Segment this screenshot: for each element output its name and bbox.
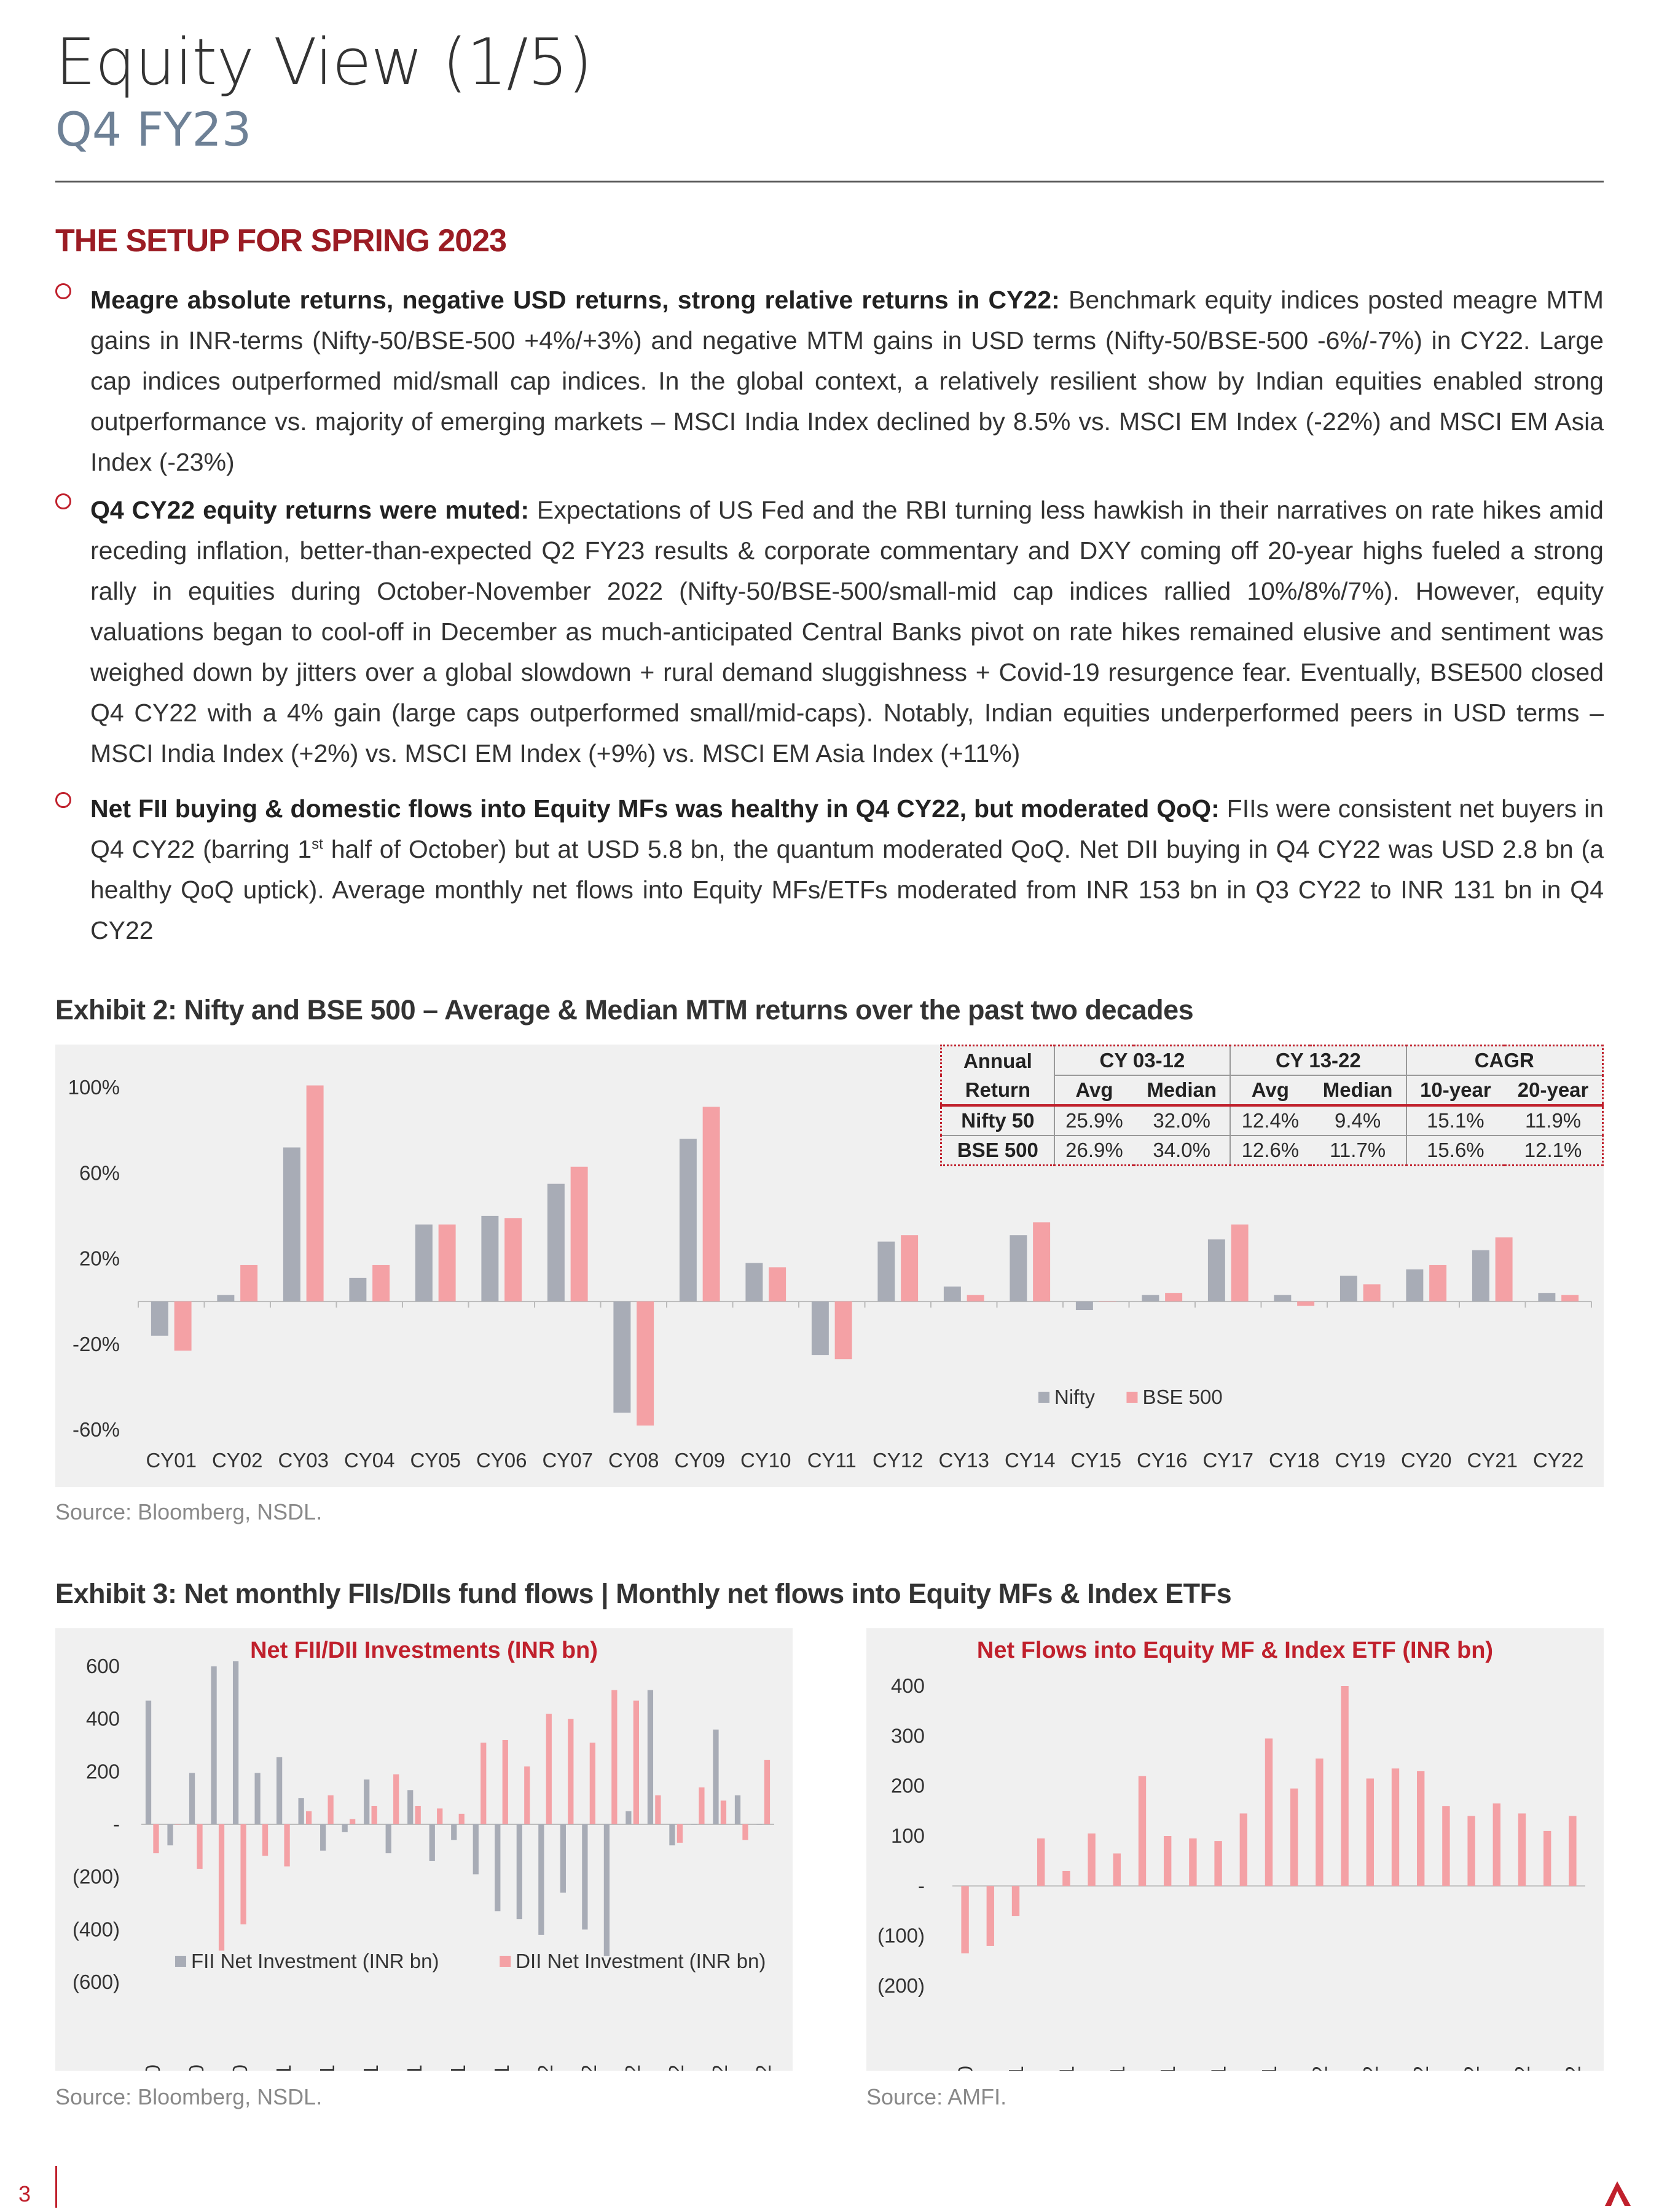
bullet-2: [55, 490, 1604, 774]
bar: [1165, 1293, 1182, 1301]
y-tick-label: 200: [890, 1774, 925, 1797]
table-row-label: BSE 500: [957, 1139, 1038, 1161]
bullet-circle-icon: [55, 792, 71, 808]
x-tick-label: [316, 2065, 339, 2071]
bullet-3-lead: Net FII buying & domestic flows into Equity MFs was healthy in Q4 CY22, but moderated QoQ:: [90, 794, 1220, 823]
legend-label: Nifty: [1054, 1386, 1095, 1408]
bar: [1467, 1816, 1475, 1886]
bar: [481, 1216, 498, 1301]
y-tick-label: -60%: [72, 1418, 120, 1441]
bar: [146, 1701, 151, 1824]
bar: [233, 1661, 238, 1824]
bar: [415, 1225, 433, 1301]
bar: [546, 1714, 552, 1824]
bar: [1142, 1295, 1159, 1301]
page-number-bar: [55, 2166, 57, 2208]
x-tick-label: [954, 2066, 977, 2071]
bar: [211, 1666, 216, 1824]
returns-table: [940, 1045, 1604, 1166]
y-tick-label: 100%: [68, 1076, 120, 1099]
table-subhead: Median: [1134, 1075, 1230, 1105]
bar: [571, 1167, 588, 1301]
bar: [769, 1267, 786, 1301]
chart-title: Net Flows into Equity MF & Index ETF (INR bn): [976, 1637, 1494, 1663]
bar: [703, 1107, 720, 1301]
bar: [240, 1824, 246, 1924]
bar: [648, 1690, 653, 1824]
y-tick-label: 400: [85, 1707, 120, 1730]
bullet-circle-icon: [55, 493, 71, 509]
table-subhead: Avg: [1230, 1075, 1309, 1105]
legend-label: FII Net Investment (INR bn): [191, 1950, 439, 1972]
bar: [480, 1743, 486, 1824]
bar: [967, 1295, 984, 1301]
bar: [633, 1701, 639, 1824]
returns-table-subhead-row: [941, 1075, 1603, 1105]
bar: [1037, 1838, 1045, 1886]
bar: [175, 1301, 192, 1351]
table-cell: 11.7%: [1330, 1139, 1386, 1161]
table-subhead: 10-year: [1406, 1075, 1505, 1105]
bar: [320, 1824, 326, 1851]
x-tick-label: [1461, 2066, 1483, 2071]
table-row: [941, 1105, 1603, 1135]
bar: [560, 1824, 566, 1892]
x-tick-label: [447, 2065, 469, 2071]
x-tick-label: CY06: [476, 1449, 527, 1472]
bar: [1538, 1293, 1555, 1301]
returns-table-header-row: [941, 1046, 1603, 1076]
bar: [1392, 1768, 1399, 1886]
bar: [219, 1824, 224, 1951]
bar: [1367, 1778, 1374, 1886]
bar: [167, 1824, 173, 1845]
x-tick-label: CY12: [872, 1449, 924, 1472]
bar: [1341, 1686, 1348, 1886]
bar: [745, 1263, 763, 1301]
bar: [197, 1824, 202, 1869]
x-tick-label: [752, 2065, 775, 2071]
mf-flows-bar-chart: [866, 1628, 1604, 2071]
bar: [1496, 1237, 1513, 1301]
table-cell: 12.6%: [1230, 1135, 1309, 1166]
bullet-1: [55, 280, 1604, 482]
bar: [1561, 1295, 1579, 1301]
bar: [1240, 1813, 1247, 1886]
bar: [372, 1806, 377, 1824]
table-cell: 15.1%: [1406, 1105, 1505, 1135]
bar: [495, 1824, 500, 1911]
bar: [1099, 1301, 1116, 1302]
table-corner-top: Annual: [963, 1049, 1032, 1072]
bar: [1062, 1871, 1070, 1886]
table-group-head: CY 03-12: [1054, 1046, 1230, 1076]
bar: [459, 1814, 465, 1824]
bar: [364, 1779, 369, 1824]
table-corner-bottom: Return: [965, 1078, 1031, 1101]
bar: [1417, 1771, 1424, 1886]
x-tick-label: [185, 2065, 208, 2071]
bar: [680, 1139, 697, 1302]
bar: [987, 1886, 994, 1946]
bullet-2-body: Expectations of US Fed and the RBI turning less hawkish in their narratives on rate hikes amid receding inflation, better-than-expected Q2 FY23 results & corporate commentary and DXY coming off 20-year highs fueled a strong rally in equities during October-November 2022 (Nifty-50/BSE-500/small-mid cap indices rallied 10%/8%/7%). However, equity valuations began to cool-off in December as much-anticipated Central Banks pivot on rate hikes remained elusive and sentiment was weighed down by jitters over a global slowdown + rural demand sluggishness + Covid-19 resurgence fear. Eventually, BSE500 closed Q4 CY22 with a 4% gain (large caps outperformed small/mid-caps). Notably, Indian equities underperformed peers in USD terms – MSCI India Index (+2%) vs. MSCI EM Index (+9%) vs. MSCI EM Asia Index (+11%): [90, 496, 1604, 767]
bar: [611, 1690, 617, 1824]
bar: [151, 1301, 168, 1336]
bar: [1076, 1301, 1093, 1310]
bar: [901, 1235, 918, 1301]
y-tick-label: 600: [85, 1655, 120, 1677]
bar: [254, 1773, 260, 1824]
x-tick-label: CY11: [807, 1449, 857, 1472]
table-subhead: Median: [1310, 1075, 1406, 1105]
x-tick-label: [141, 2065, 164, 2071]
table-row: [941, 1135, 1603, 1166]
exhibit-2-source: Source: Bloomberg, NSDL.: [55, 1499, 323, 1524]
bar: [439, 1225, 456, 1301]
bar: [1033, 1222, 1050, 1301]
bar: [626, 1811, 631, 1824]
x-tick-label: [1055, 2066, 1078, 2071]
bullet-circle-icon: [55, 283, 71, 299]
x-tick-label: CY21: [1467, 1449, 1518, 1472]
x-tick-label: [1359, 2066, 1382, 2071]
bar: [1518, 1813, 1526, 1886]
bar: [613, 1301, 630, 1413]
bar: [721, 1800, 726, 1824]
x-tick-label: [1308, 2066, 1331, 2071]
bar: [517, 1824, 522, 1919]
x-tick-label: [359, 2065, 382, 2071]
bar: [713, 1730, 718, 1824]
bar: [1265, 1738, 1273, 1886]
x-tick-label: CY15: [1070, 1449, 1122, 1472]
bar: [407, 1790, 413, 1824]
bar: [1088, 1834, 1095, 1886]
x-tick-label: CY16: [1136, 1449, 1188, 1472]
bar: [451, 1824, 457, 1840]
bar: [473, 1824, 479, 1874]
bar: [538, 1824, 544, 1935]
bar: [677, 1824, 683, 1843]
x-tick-label: CY18: [1268, 1449, 1320, 1472]
bar: [1012, 1886, 1019, 1916]
bullet-3-body-b: half of October) but at USD 5.8 bn, the quantum moderated QoQ. Net DII buying in Q4 CY22 was USD 2.8 bn (a healthy QoQ uptick). Average monthly net flows into Equity MFs/ETFs moderated from INR 153 bn in Q3 CY22 to INR 131 bn in Q4 CY22: [90, 835, 1604, 944]
bar: [306, 1811, 312, 1824]
bar: [1569, 1816, 1576, 1886]
x-tick-label: [490, 2065, 513, 2071]
bullet-3-sup: st: [312, 836, 323, 853]
bar: [756, 1824, 762, 1825]
bullet-2-text: [90, 490, 1604, 774]
x-tick-label: CY17: [1202, 1449, 1254, 1472]
bar: [1543, 1831, 1551, 1886]
x-tick-label: CY20: [1400, 1449, 1452, 1472]
bar: [1316, 1759, 1323, 1886]
x-tick-label: [272, 2065, 295, 2071]
y-tick-label: (400): [72, 1918, 120, 1941]
table-subhead: 20-year: [1504, 1075, 1602, 1105]
x-tick-label: CY10: [740, 1449, 791, 1472]
table-cell: 9.4%: [1334, 1109, 1381, 1132]
bar: [877, 1242, 895, 1301]
x-tick-label: CY03: [278, 1449, 329, 1472]
bar: [189, 1773, 195, 1824]
exhibit-3-right-source: Source: AMFI.: [866, 2084, 1007, 2109]
bar: [284, 1824, 289, 1867]
chart-title: Net FII/DII Investments (INR bn): [250, 1637, 598, 1663]
fii-dii-panel: [55, 1628, 793, 2071]
bar: [349, 1278, 366, 1301]
bar: [350, 1819, 355, 1824]
legend-swatch: [175, 1956, 186, 1967]
page-number: 3: [18, 2181, 31, 2206]
bar: [699, 1787, 704, 1824]
x-tick-label: CY02: [211, 1449, 263, 1472]
y-tick-label: 20%: [79, 1247, 120, 1270]
bar: [764, 1760, 770, 1824]
fii-dii-bar-chart: [55, 1628, 793, 2071]
bar: [342, 1824, 348, 1832]
x-tick-label: [1106, 2066, 1129, 2071]
x-tick-label: [621, 2065, 644, 2071]
bar: [283, 1147, 300, 1301]
x-tick-label: CY04: [343, 1449, 395, 1472]
bar: [1290, 1789, 1298, 1886]
x-tick-label: [1258, 2066, 1281, 2071]
table-cell: 12.4%: [1230, 1105, 1309, 1135]
y-tick-label: 100: [890, 1824, 925, 1847]
x-tick-label: CY08: [608, 1449, 659, 1472]
x-tick-label: [1410, 2066, 1432, 2071]
bar: [307, 1086, 324, 1302]
bar: [1214, 1841, 1222, 1886]
x-tick-label: CY19: [1335, 1449, 1386, 1472]
bar: [961, 1886, 968, 1953]
x-tick-label: CY09: [674, 1449, 726, 1472]
x-tick-label: CY07: [542, 1449, 594, 1472]
x-tick-label: [1207, 2066, 1230, 2071]
bar: [835, 1301, 852, 1359]
bullet-3: [55, 788, 1604, 951]
bar: [503, 1740, 508, 1824]
bar: [1189, 1838, 1196, 1886]
page-subtitle: Q4 FY23: [55, 102, 252, 157]
bar: [742, 1824, 748, 1840]
bullet-1-body: Benchmark equity indices posted meagre MTM gains in INR-terms (Nifty-50/BSE-500 +4%/+3%) and negative MTM gains in USD terms (Nifty-50/BSE-500 -6%/-7%) in CY22. Large cap indices outperformed mid/small cap indices. In the global context, a relatively resilient show by Indian equities enabled strong outperformance vs. majority of emerging markets – MSCI India Index declined by 8.5% vs. MSCI EM Index (-22%) and MSCI EM Asia Index (-23%): [90, 286, 1604, 476]
bar: [735, 1795, 740, 1824]
bar: [1493, 1803, 1500, 1886]
bar: [590, 1743, 595, 1824]
y-tick-label: -: [113, 1813, 120, 1835]
y-tick-label: (200): [877, 1974, 925, 1997]
bar: [1472, 1250, 1489, 1302]
bar: [812, 1301, 829, 1355]
table-cell: 11.9%: [1525, 1109, 1582, 1132]
bar: [582, 1824, 587, 1929]
mf-flows-panel: [866, 1628, 1604, 2071]
x-tick-label: [578, 2065, 600, 2071]
x-tick-label: [229, 2065, 251, 2071]
table-group-head: CAGR: [1406, 1046, 1603, 1076]
bar: [1274, 1295, 1291, 1301]
bar: [1297, 1301, 1314, 1306]
bar: [524, 1767, 530, 1824]
bar: [691, 1824, 697, 1825]
legend-swatch: [500, 1956, 511, 1967]
x-tick-label: CY01: [146, 1449, 197, 1472]
y-tick-label: 400: [890, 1674, 925, 1697]
y-tick-label: 200: [85, 1760, 120, 1783]
bar: [669, 1824, 675, 1845]
bar: [153, 1824, 159, 1853]
bar: [262, 1824, 268, 1856]
y-tick-label: (200): [72, 1865, 120, 1888]
y-tick-label: (600): [72, 1971, 120, 1993]
section-heading: THE SETUP FOR SPRING 2023: [55, 223, 507, 259]
legend-label: BSE 500: [1142, 1386, 1223, 1408]
exhibit-2-title: Exhibit 2: Nifty and BSE 500 – Average & Median MTM returns over the past two decades: [55, 994, 1194, 1026]
header-divider: [55, 181, 1604, 182]
bar: [1010, 1235, 1027, 1301]
bar: [1406, 1269, 1423, 1301]
bar: [568, 1719, 573, 1824]
table-cell: 32.0%: [1153, 1109, 1210, 1132]
bar: [437, 1808, 442, 1824]
bullet-1-text: [90, 280, 1604, 482]
bar: [944, 1287, 961, 1301]
y-tick-label: 300: [890, 1724, 925, 1747]
y-tick-label: (100): [877, 1924, 925, 1947]
bar: [1231, 1225, 1249, 1301]
bar: [655, 1795, 661, 1824]
bar: [276, 1757, 282, 1824]
table-row-label: Nifty 50: [961, 1109, 1035, 1132]
table-subhead: Avg: [1054, 1075, 1134, 1105]
brand-logo-icon: [1602, 2180, 1632, 2207]
bar: [328, 1795, 334, 1824]
x-tick-label: [1561, 2066, 1584, 2071]
legend-label: DII Net Investment (INR bn): [516, 1950, 766, 1972]
bar: [1363, 1284, 1381, 1301]
x-tick-label: CY13: [938, 1449, 990, 1472]
bullet-3-text: [90, 788, 1604, 951]
y-tick-label: -20%: [72, 1332, 120, 1355]
bar: [1208, 1239, 1225, 1301]
x-tick-label: CY14: [1004, 1449, 1056, 1472]
table-cell: 12.1%: [1524, 1139, 1582, 1161]
bar: [372, 1265, 390, 1301]
x-tick-label: CY22: [1532, 1449, 1584, 1472]
exhibit-3-left-source: Source: Bloomberg, NSDL.: [55, 2084, 323, 2109]
bar: [415, 1806, 421, 1824]
page-title: Equity View (1/5): [55, 25, 592, 100]
x-tick-label: [1156, 2066, 1179, 2071]
bar: [429, 1824, 435, 1861]
legend-swatch: [1126, 1392, 1137, 1403]
y-tick-label: 60%: [79, 1161, 120, 1185]
x-tick-label: [1005, 2066, 1027, 2071]
bar: [1139, 1776, 1146, 1886]
bar: [175, 1824, 181, 1825]
bar: [1429, 1265, 1446, 1301]
bar: [240, 1265, 257, 1301]
bar: [1442, 1806, 1449, 1886]
bar: [637, 1301, 654, 1426]
bar: [547, 1184, 565, 1301]
table-group-head: CY 13-22: [1230, 1046, 1406, 1076]
bar: [1164, 1836, 1171, 1886]
x-tick-label: CY05: [410, 1449, 461, 1472]
table-cell: 34.0%: [1153, 1139, 1210, 1161]
bullet-1-lead: Meagre absolute returns, negative USD returns, strong relative returns in CY22:: [90, 286, 1060, 314]
x-tick-label: [534, 2065, 557, 2071]
table-cell: 26.9%: [1054, 1135, 1134, 1166]
y-tick-label: -: [918, 1874, 925, 1897]
exhibit-3-title: Exhibit 3: Net monthly FIIs/DIIs fund flows | Monthly net flows into Equity MFs & Index ETFs: [55, 1578, 1232, 1609]
bar: [393, 1775, 399, 1824]
bar: [1113, 1853, 1121, 1886]
bar: [1340, 1276, 1357, 1301]
x-tick-label: [403, 2065, 426, 2071]
bar: [604, 1824, 610, 1956]
table-cell: 15.6%: [1406, 1135, 1505, 1166]
table-cell: 25.9%: [1054, 1105, 1134, 1135]
bar: [299, 1798, 304, 1824]
x-tick-label: [708, 2065, 731, 2071]
bar: [504, 1218, 522, 1301]
x-tick-label: [1511, 2066, 1534, 2071]
bullet-3-body-a: FIIs were consistent net buyers in Q4 CY22 (barring 1: [90, 794, 1604, 863]
x-tick-label: [665, 2065, 688, 2071]
bar: [217, 1295, 234, 1301]
legend-swatch: [1038, 1392, 1049, 1403]
bullet-2-lead: Q4 CY22 equity returns were muted:: [90, 496, 529, 524]
bar: [386, 1824, 391, 1853]
